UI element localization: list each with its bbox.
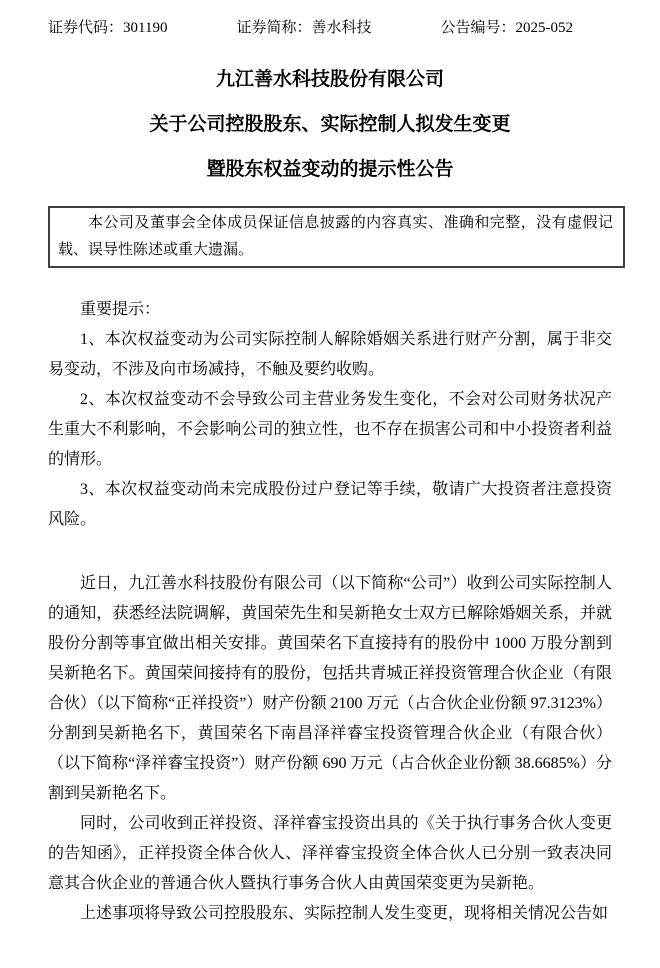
security-short-name: 证券简称：善水科技 [236,20,372,36]
document-header [48,18,573,38]
disclaimer-box [48,206,625,268]
announcement-number: 公告编号：2025-052 [440,20,573,36]
notice-item-3: 3、本次权益变动尚未完成股份过户登记等手续，敬请广大投资者注意投资风险。 [48,481,612,528]
notice-item-1: 1、本次权益变动为公司实际控制人解除婚姻关系进行财产分割，属于非交易变动，不涉及向市场减持，不触及要约收购。 [48,331,612,378]
important-notice-heading: 重要提示： [80,301,161,318]
announcement-title-line2: 暨股东权益变动的提示性公告 [206,159,454,180]
notice-item-2: 2、本次权益变动不会导致公司主营业务发生变化，不会对公司财务状况产生重大不利影响，不会影响公司的独立性，也不存在损害公司和中小投资者利益的情形。 [48,391,612,468]
announcement-title-line1: 关于公司控股股东、实际控制人拟发生变更 [149,114,511,135]
disclaimer-text: 本公司及董事会全体成员保证信息披露的内容真实、准确和完整，没有虚假记载、误导性陈述或重大遗漏。 [58,215,613,258]
security-code: 证券代码：301190 [48,20,168,36]
paragraph-partner-change: 同时，公司收到正祥投资、泽祥睿宝投资出具的《关于执行事务合伙人变更的告知函》，正祥投资全体合伙人、泽祥睿宝投资全体合伙人已分别一致表决同意其合伙企业的普通合伙人暨执行事务合伙人由黄国荣变更为吴新艳。 [48,815,612,892]
paragraph-equity-change-details: 近日，九江善水科技股份有限公司（以下简称“公司”）收到公司实际控制人的通知，获悉经法院调解，黄国荣先生和吴新艳女士双方已解除婚姻关系，并就股份分割等事宜做出相关安排。黄国荣名下直接持有的股份中 1000 万股分割到吴新艳名下。黄国荣间接持有的股份，包括共青城正祥投资管理合伙企业（有限合伙）（以下简称“正祥投资”）财产份额 2100 万元（占合伙企业份额 97.3123%）分割到吴新艳名下，黄国荣名下南昌泽祥睿宝投资管理合伙企业（有限合伙）（以下简称“泽祥睿宝投资”）财产份额 690 万元（占合伙企业份额 38.6685%）分割到吴新艳名下。 [48,575,612,802]
company-name-title: 九江善水科技股份有限公司 [215,69,444,90]
document-body [48,295,612,929]
paragraph-controller-change: 上述事项将导致公司控股股东、实际控制人发生变更，现将相关情况公告如 [80,905,609,922]
